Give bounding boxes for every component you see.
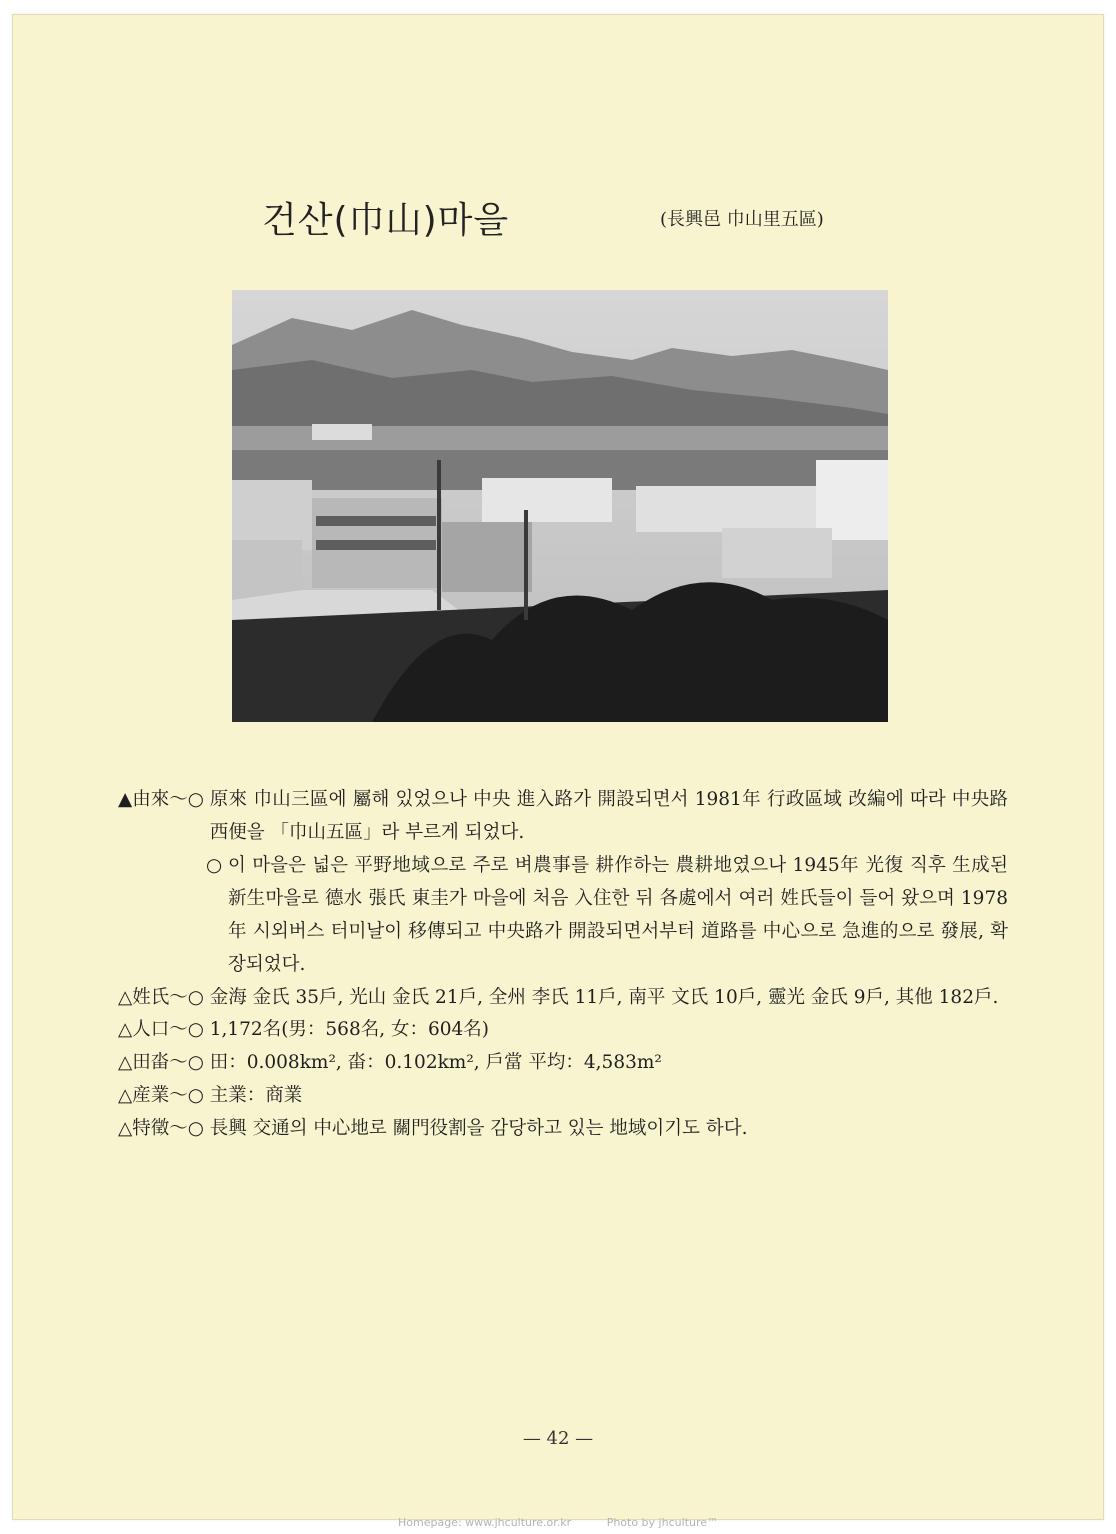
paragraph: [188, 1047, 1008, 1080]
paragraph: [188, 982, 1008, 1015]
entry-label: △産業～: [118, 1085, 188, 1107]
paragraph-text: 主業：商業: [209, 1085, 303, 1107]
bullet-circle-icon: ○: [187, 986, 204, 1008]
document-page: [12, 14, 1104, 1520]
paragraph: [206, 850, 1008, 982]
paragraph: [188, 1113, 1008, 1146]
page-subtitle: (長興邑 巾山里五區): [660, 209, 824, 230]
bullet-circle-icon: ○: [187, 1085, 204, 1107]
paragraph-text: 1,172名(男：568名, 女：604名): [209, 1019, 490, 1041]
paragraph: [188, 784, 1008, 850]
entry-population: [118, 1014, 1008, 1047]
bullet-circle-icon: ○: [187, 1019, 204, 1041]
bullet-circle-icon: ○: [206, 854, 223, 876]
bullet-circle-icon: ○: [187, 1052, 204, 1074]
entry-label: △姓氏～: [118, 986, 188, 1008]
paragraph: [188, 1014, 1008, 1047]
bullet-circle-icon: ○: [187, 1118, 204, 1140]
entry-label: △人口～: [118, 1019, 188, 1041]
entry-label: △田畓～: [118, 1052, 188, 1074]
entry-features: [118, 1113, 1008, 1146]
entry-label: △特徵～: [118, 1118, 188, 1140]
page-number: — 42 —: [522, 1428, 594, 1449]
paragraph: [188, 1080, 1008, 1113]
footer-homepage: Homepage: www.jhculture.or.kr: [397, 1516, 572, 1529]
footer-photo-credit: Photo by jhculture™: [606, 1516, 718, 1529]
bullet-circle-icon: ○: [187, 789, 204, 810]
entry-surnames: [118, 982, 1008, 1015]
entry-origin: [118, 784, 1008, 850]
village-photo-icon: [232, 290, 888, 722]
entry-list: [118, 784, 1008, 1146]
entry-label: ▲由來～: [118, 789, 188, 810]
paragraph-text: 原來 巾山三區에 屬해 있었으나 中央 進入路가 開設되면서 1981年 行政區域 改編에 따라 中央路 西便을 「巾山五區」라 부르게 되었다.: [209, 789, 1008, 843]
entry-industry: [118, 1080, 1008, 1113]
paragraph-text: 長興 交通의 中心地로 關門役割을 감당하고 있는 地域이기도 하다.: [209, 1118, 748, 1140]
paragraph-text: 金海 金氏 35戶, 光山 金氏 21戶, 全州 李氏 11戶, 南平 文氏 10戶, 靈光 金氏 9戶, 其他 182戶.: [209, 986, 999, 1008]
paragraph-text: 田：0.008km², 畓：0.102km², 戶當 平均：4,583m²: [209, 1052, 662, 1074]
paragraph-text: 이 마을은 넓은 平野地域으로 주로 벼農事를 耕作하는 農耕地였으나 1945年 光復 직후 生成된 新生마을로 德水 張氏 東圭가 마을에 처음 入住한 뒤 各處에서 여러 姓氏들이 들어 왔으며 1978年 시외버스 터미날이 移傳되고 中央路가 開設되면서부터 道路를 中心으로 急進的으로 發展, 확장되었다.: [228, 854, 1008, 975]
footer: [0, 1516, 1116, 1529]
page-title: 건산(巾山)마을: [262, 200, 510, 241]
entry-farmland: [118, 1047, 1008, 1080]
